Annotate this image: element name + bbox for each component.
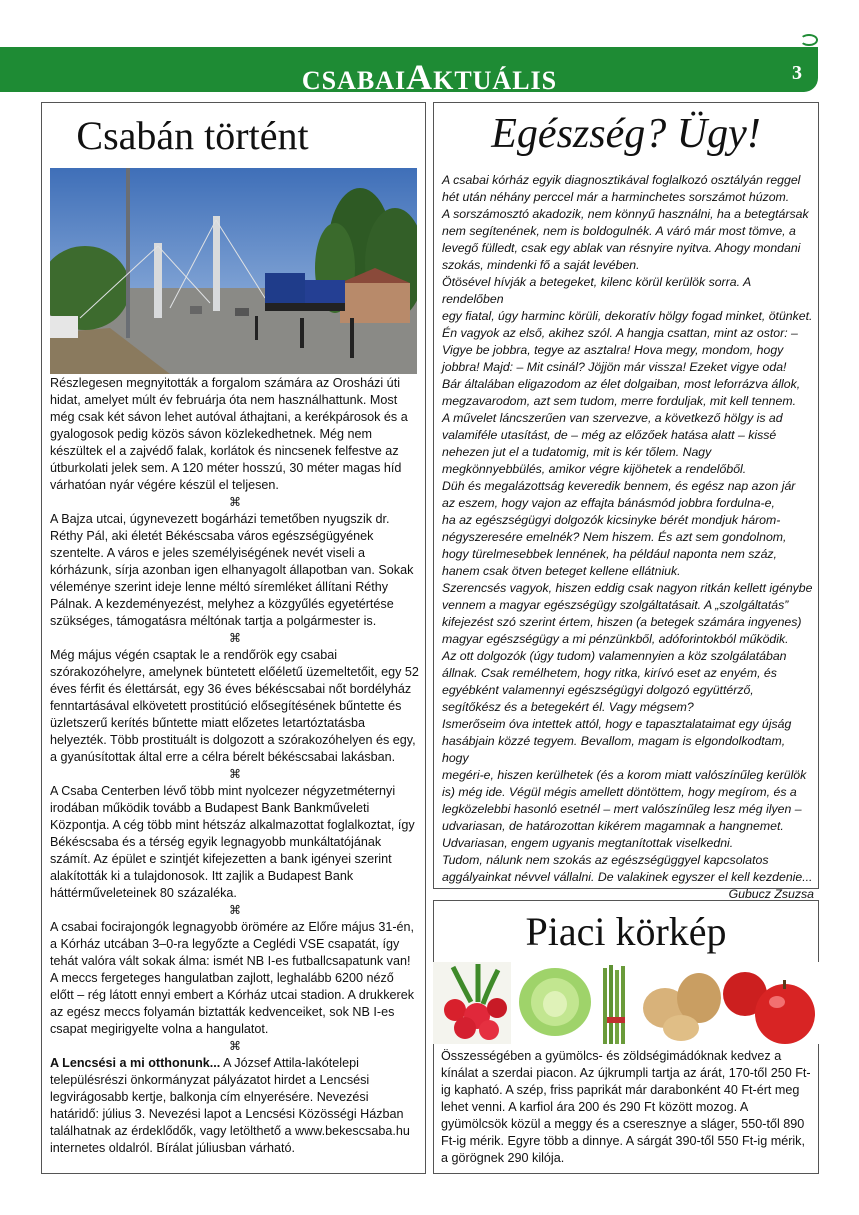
magazine-title <box>0 56 859 98</box>
left-paragraph-lead: A Lencsési a mi otthonunk... <box>50 1056 221 1070</box>
right-line: megkönnyebbülés, amikor végre kijöhetek a rendelőből. <box>442 462 747 476</box>
right-line: az eszem, hogy vajon az effajta bánásmód jobbra fordulna-e, <box>442 496 775 510</box>
radish-icon <box>433 962 511 1044</box>
right-line: magyar egészségügy a mi pénzünkből, adóforintokból működik. <box>442 632 789 646</box>
right-line: is) még ide. Végül mégis amellett döntöttem, hogy megírom, és a <box>442 785 797 799</box>
right-line: Én vagyok az első, akihez szól. A hangja csattan, mint az ostor: – <box>442 326 798 340</box>
separator-icon: ⌘ <box>229 495 241 509</box>
left-article-heading: Csabán történt <box>76 113 309 158</box>
right-line: szokás, mindenki fő a saját levében. <box>442 258 640 272</box>
right-line: hogy türelmesebbek lennének, ha például naponta nem száz, <box>442 547 777 561</box>
right-line: ha az egészségügyi dolgozók kicsinyke bérét mondjuk három- <box>442 513 781 527</box>
page-number: 3 <box>792 62 802 84</box>
right-line: levegő fülledt, csak egy ablak van résnyire nyitva. Ahogy mondani <box>442 241 801 255</box>
magazine-title-part3: KTUÁLIS <box>433 66 558 95</box>
right-line: aggályainkat névvel vállalni. De valakinek egyszer el kell kezdenie... <box>442 870 813 884</box>
left-paragraph: Még május végén csaptak le a rendőrök egy csabai szórakozóhelyre, amelynek büntetett előéletű üzemeltetőit, egy 52 éves férfit és élettársát, egy 36 éves békéscsabai nőt bordélyház fenntartásával elkövetett prostitúció elősegítésének bűntette és üzletszerű kerítés bűntette miatt előzetes letartóztatásba helyezték. Több prostituált is dolgozott a szórakozóhelyen és egy, a gyanúsítottak által erre a célra bérelt békéscsabai lakásban. <box>50 648 419 764</box>
right-line: legközelebbi hasonló esetnél – mert valószínűleg lesz még ilyen – <box>442 802 802 816</box>
right-line: állnak. Csak remélhetem, hogy ritka, kirívó eset az enyém, és <box>442 666 777 680</box>
right-line: Szerencsés vagyok, hiszen eddig csak nagyon ritkán kellett igénybe <box>442 581 813 595</box>
separator-icon: ⌘ <box>229 767 241 781</box>
left-paragraph: A csabai focirajongók legnagyobb örömére az Előre május 31-én, a Kórház utcában 3–0-ra legyőzte a Ceglédi VSE csapatát, így tehát valóra vált sokak álma: ismét NB I-es futballcsapatunk van! A meccs fergeteges hangulatban zajlott, leghalább 6200 néző előtt – rég látott ennyi embert a Kórház utcai stadion. A drukkerek az egész meccs folyamán biztatták kedvenceiket, sok NB I-es csapat megirigyelte volna a hangulatot. <box>50 920 415 1036</box>
market-article-heading: Piaci körkép <box>525 909 727 954</box>
right-line: megzavarodom, azt sem tudom, merre forduljak, mit kell tennem. <box>442 394 797 408</box>
left-paragraph-rest: A József Attila-lakótelepi településrészi önkormányzat pályázatot hirdet a Lencsési legvirágosabb kertje, balkonja cím elnyerésére. Nevezési határidő: július 3. Nevezési lapot a Lencsési Közösségi Házban találhatnak az érdeklődők, vagy letölthető a www.bekescsaba.hu internetes oldalról. Bírálat júliusban várható. <box>50 1056 410 1155</box>
right-line: Bár általában eligazodom az élet dolgaiban, most leforrázva állok, <box>442 377 801 391</box>
right-line: Udvariasan, engem ugyanis megtanítottak viselkedni. <box>442 836 734 850</box>
right-line: segítőkész és a betegekért él. Vagy mégsem? <box>442 700 694 714</box>
right-line: Düh és megalázottság keveredik bennem, és egész nap azon jár <box>442 479 796 493</box>
right-line: hasábjain közzé tegyem. Bevallom, magam is elgondolkodtam, hogy <box>442 734 786 765</box>
author-signature: Gubucz Zsuzsa <box>728 887 814 901</box>
swirl-ornament-icon <box>800 34 818 46</box>
magazine-title-part2: A <box>406 57 434 97</box>
left-paragraph: Részlegesen megnyitották a forgalom számára az Orosházi úti hidat, amelyet múlt év februárja óta nem használhattunk. Most még csak két sávon lehet autóval áthajtani, a kerékpárosok és a gyalogosok pedig közös sávon közlekedhetnek. Még nem készültek el a zajvédő falak, korlátok és nincsenek felfestve az útburkolati jelek sem. A 120 méter hosszú, 30 méter magas híd várhatóan nyár végére készül el teljesen. <box>50 376 408 492</box>
right-line: jobbra! Majd: – Mit csinál? Jöjjön már vissza! Ezeket vigye oda! <box>442 360 787 374</box>
right-line: négyszeresére emelnék? Nem hiszem. És azt sem gondolnom, <box>442 530 787 544</box>
separator-icon: ⌘ <box>229 903 241 917</box>
right-line: egy fiatal, úgy harminc körüli, dekoratív hölgy fogad minket, ötünket. <box>442 309 813 323</box>
right-line: hét után néhány perccel már a harminchetes sorszámot húzom. <box>442 190 790 204</box>
right-line: egyébként valamennyi egészségügyi dolgozó együttérző, <box>442 683 754 697</box>
right-line: Az ott dolgozók (úgy tudom) valamennyien a köz szolgálatában <box>442 649 787 663</box>
right-line: valamiféle utasítást, de – még az előzőek hatása alatt – kissé <box>442 428 777 442</box>
right-line: kifejezést szó szerint értem, hiszen (a betegek számára ingyenes) <box>442 615 802 629</box>
bridge-photo <box>50 168 417 374</box>
magazine-title-part1: CSABAI <box>301 66 407 95</box>
right-article-body <box>442 172 814 903</box>
market-article-body: Összességében a gyümölcs- és zöldségimádóknak kedvez a kínálat a szerdai piacon. Az újkrumpli tartja az árát, 170-től 250 Ft-ig kapható. A szép, friss paprikát már darabonként 40 Ft-ért meg lehet venni. A karfiol ára 200 és 290 Ft között mozog. A gyümölcsök közül a meggy és a cseresznye a sláger, 550-től 890 Ft-ig mérik. Egyre több a dinnye. A sárgát 390-től 550 Ft-ig mérik, a görögnek 290 kilója. <box>441 1049 811 1165</box>
lettuce-icon <box>519 968 591 1036</box>
right-line: vennem a magyar egészségügy szolgáltatásait. A „szolgáltatás” <box>442 598 789 612</box>
right-article-heading: Egészség? Ügy! <box>491 111 761 157</box>
right-line: A művelet láncszerűen van szervezve, a következő hölgy is ad <box>442 411 783 425</box>
left-article-body <box>50 375 420 1157</box>
right-line: Ötösével hívják a betegeket, kilenc körül kerülök sorra. A rendelőben <box>442 275 751 306</box>
right-line: hanem csak ötven beteget kellene ellátniuk. <box>442 564 681 578</box>
right-line: megéri-e, hiszen kerülhetek (és a korom miatt valószínűleg kerülök <box>442 768 807 782</box>
right-line: A csabai kórház egyik diagnosztikával foglalkozó osztályán reggel <box>442 173 801 187</box>
left-paragraph: A Bajza utcai, úgynevezett bogárházi temetőben nyugszik dr. Réthy Pál, aki életét Békéscsaba város egészségügyének szentelte. A város e jeles személyiségének nevét viseli a kórházunk, sírja azonban igen elhanyagolt állapotban van. Sokak véleménye szerint ideje lenne méltó síremléket állítani Réthy Pálnak. A kezdeményezést, melyhez a közgyűlés egyetértése szükséges, támogatásra méltónak tartja a polgármester is. <box>50 512 414 628</box>
right-line: udvariasan, de határozottan kikérem magamnak a hangnemet. <box>442 819 784 833</box>
right-line: Tudom, nálunk nem szokás az egészségüggyel kapcsolatos <box>442 853 769 867</box>
separator-icon: ⌘ <box>229 631 241 645</box>
left-paragraph: A Csaba Centerben lévő több mint nyolcezer négyzetméternyi irodában működik tovább a Budapest Bank Bankműveleti Központja. A cég több mint hétszáz alkalmazottat foglalkoztat, így Békéscsaba és a térség egyik legnagyobb munkáltatójának számít. Az épület e szintjét kifejezetten a bank igényei szerint alakították ki a tulajdonosok. Itt zajlik a Budapest Bank háttérműveleteinek 80 százaléka. <box>50 784 415 900</box>
right-line: Vigye be jobbra, tegye az asztalra! Hova megy, mondom, hogy <box>442 343 784 357</box>
vegetables-photo-strip <box>433 962 819 1044</box>
right-line: Ismerőseim óva intettek attól, hogy e tapasztalataimat egy újság <box>442 717 792 731</box>
right-line: nem segítenének, nem is boldogulnék. A váró már most tömve, a <box>442 224 796 238</box>
separator-icon: ⌘ <box>229 1039 241 1053</box>
right-line: nehezen jut el a tudatomig, mit is kér tőlem. Nagy <box>442 445 712 459</box>
left-paragraph-last <box>50 1055 420 1157</box>
right-line: A sorszámosztó akadozik, nem könnyű használni, ha a betegtársak <box>442 207 809 221</box>
